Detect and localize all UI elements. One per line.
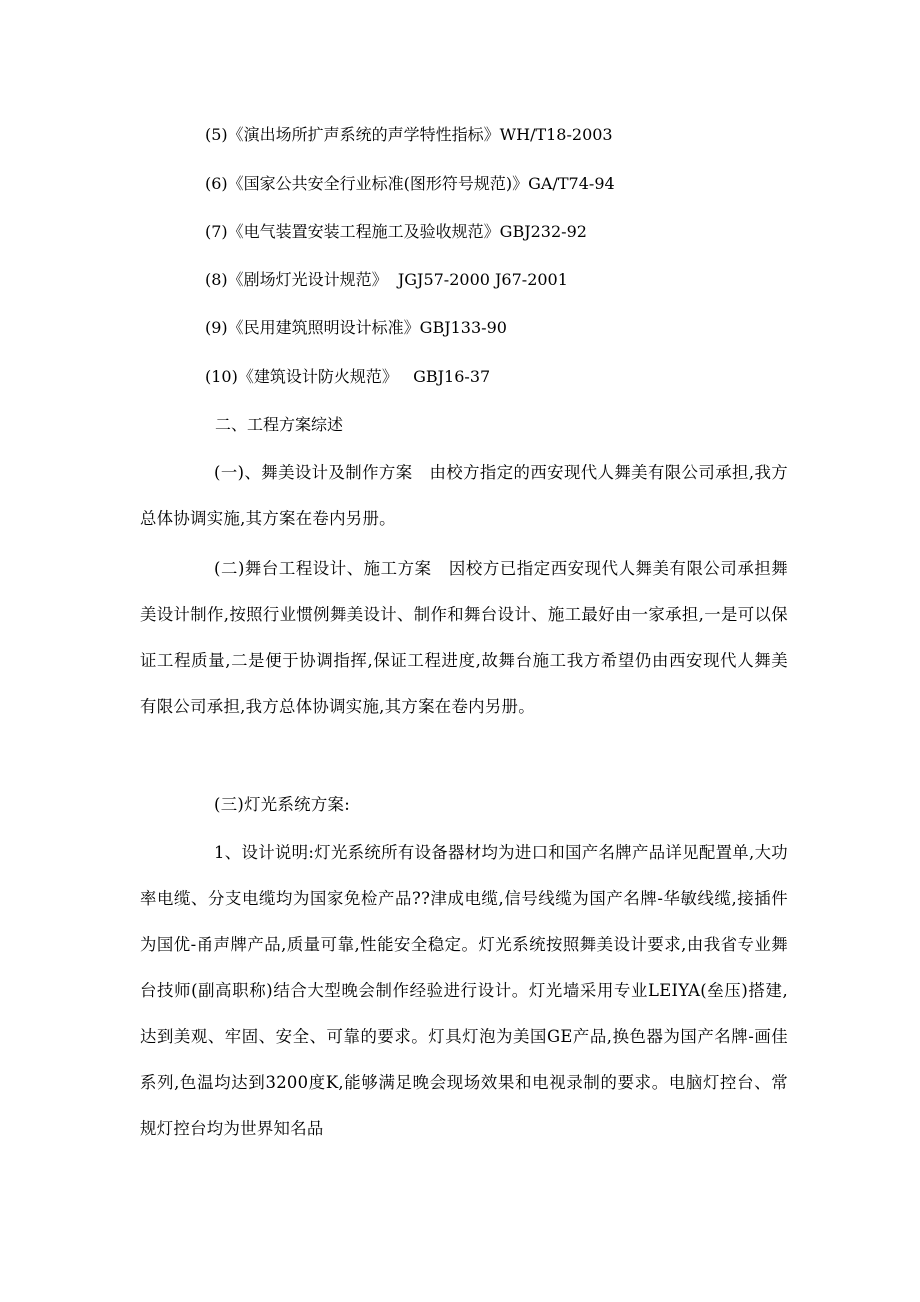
reference-item-6: (6)《国家公共安全行业标准(图形符号规范)》GA/T74-94 [205,174,615,193]
reference-item-8: (8)《剧场灯光设计规范》 JGJ57-2000 J67-2001 [205,270,568,289]
paragraph-stage-construction: (二)舞台工程设计、施工方案 因校方已指定西安现代人舞美有限公司承担舞美设计制作,按照行业惯例舞美设计、制作和舞台设计、施工最好由一家承担,一是可以保证工程质量,二是便于协调指挥,保证工程进度,故舞台施工我方希望仍由西安现代人舞美有限公司承担,我方总体协调实施,其方案在卷内另册。 [140,559,788,716]
reference-item-9: (9)《民用建筑照明设计标准》GBJ133-90 [205,318,507,337]
reference-item-7: (7)《电气装置安装工程施工及验收规范》GBJ232-92 [205,222,587,241]
section-heading: 二、工程方案综述 [215,415,344,434]
paragraph-lighting-heading: (三)灯光系统方案: [214,795,351,814]
paragraph-lighting-description: 1、设计说明:灯光系统所有设备器材均为进口和国产名牌产品详见配置单,大功率电缆、分支电缆均为国家免检产品??津成电缆,信号线缆为国产名牌-华敏线缆,接插件为国优-甬声牌产品,质量可靠,性能安全稳定。灯光系统按照舞美设计要求,由我省专业舞台技师(副高职称)结合大型晚会制作经验进行设计。灯光墙采用专业LEIYA(垒压)搭建,达到美观、牢固、安全、可靠的要求。灯具灯泡为美国GE产品,换色器为国产名牌-画佳系列,色温均达到3200度K,能够满足晚会现场效果和电视录制的要求。电脑灯控台、常规灯控台均为世界知名品 [140,843,788,1138]
paragraph-stage-design: (一)、舞美设计及制作方案 由校方指定的西安现代人舞美有限公司承担,我方总体协调实施,其方案在卷内另册。 [140,463,788,528]
reference-item-5: (5)《演出场所扩声系统的声学特性指标》WH/T18-2003 [205,125,613,144]
reference-item-10: (10)《建筑设计防火规范》 GBJ16-37 [205,367,491,386]
